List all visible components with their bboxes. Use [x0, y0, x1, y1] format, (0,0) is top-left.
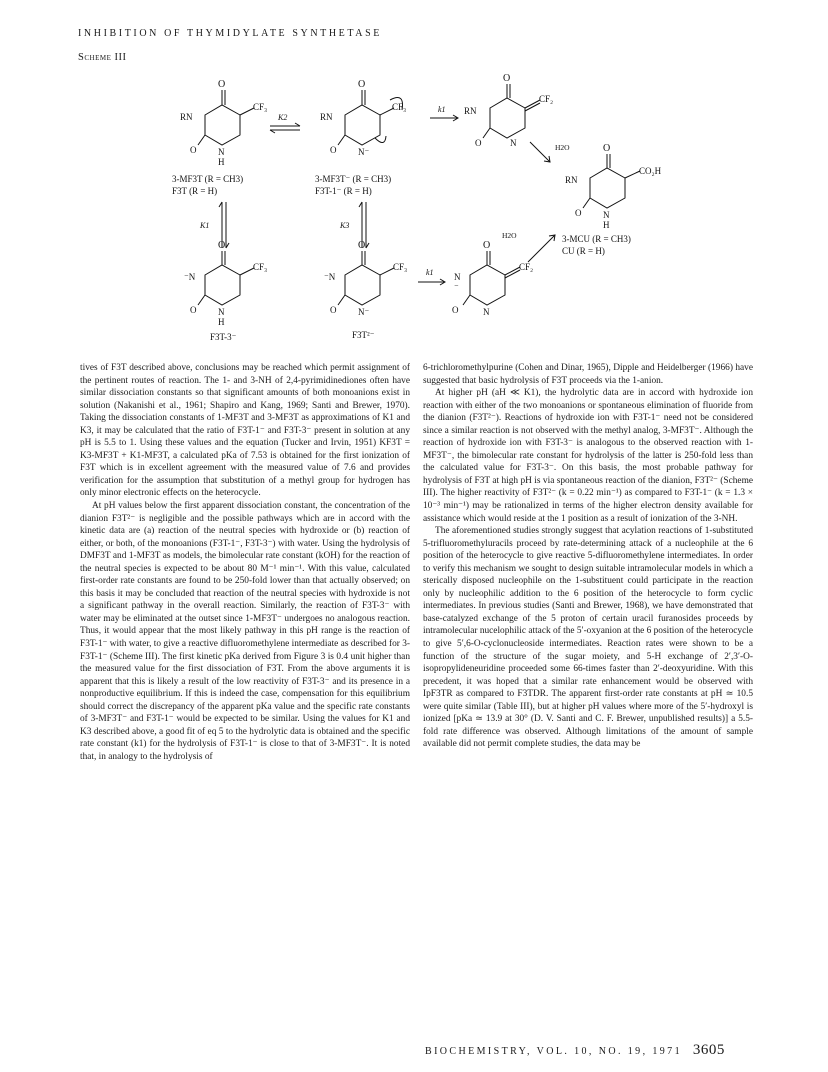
svg-text:O: O — [475, 138, 482, 148]
svg-text:H: H — [603, 220, 610, 230]
struct2-label-2: F3T-1⁻ (R = H) — [315, 186, 372, 196]
structure-3mf3t-anion — [315, 79, 406, 196]
structure-product — [562, 143, 662, 256]
svg-text:N: N — [603, 210, 610, 220]
svg-text:N: N — [483, 307, 490, 317]
svg-text:H: H — [218, 317, 225, 327]
page-footer — [425, 1042, 725, 1059]
svg-text:O: O — [190, 145, 197, 155]
svg-text:O: O — [330, 145, 337, 155]
svg-text:CF₂: CF₂ — [519, 262, 534, 272]
svg-text:O: O — [503, 73, 511, 84]
k1-arrow-label: k1 — [438, 105, 446, 114]
structure-f3t-dianion — [324, 240, 407, 340]
k2-label: K2 — [278, 113, 288, 122]
struct2-label-1: 3-MF3T⁻ (R = CH3) — [315, 174, 392, 184]
svg-text:CF₃: CF₃ — [392, 102, 407, 112]
svg-text:O: O — [575, 208, 582, 218]
right-column — [423, 362, 753, 751]
svg-text:O: O — [218, 240, 226, 251]
structure-f3t-3 — [184, 240, 267, 342]
svg-text:CF₃: CF₃ — [253, 102, 268, 112]
svg-text:N⁻: N⁻ — [358, 307, 370, 317]
struct1-label-1: 3-MF3T (R = CH3) — [172, 174, 244, 184]
right-paragraph-2: At higher pH (aH ≪ K1), the hydrolytic data are in accord with hydroxide ion reaction with either of the two monoanions or spontaneous elimination of fluoride from the dianion (F3T²⁻). Reactions of hydroxide ion with F3T-1⁻ need not be considered since a similar reaction is not observed with the methyl analog, 3-MF3T⁻. Although the reaction of hydroxide ion with F3T-3⁻ is analogous to the observed reaction with 1-MF3T⁻, the bimolecular rate constant for hydrolysis of the latter is 250-fold less than the calculated value for F3T-3⁻. On this basis, the most probable pathway for hydrolysis of F3T at high pH is via spontaneous reaction of the dianion, F3T²⁻ (Scheme III). The higher reactivity of F3T²⁻ (k = 0.22 min⁻¹) as compared to F3T-1⁻ (k = 1.3 × 10⁻³ min⁻¹) may be rationalized in terms of the higher electron density available for assistance which would reside at the 1 position as a result of ionization of the 3-NH. — [423, 388, 753, 524]
svg-text:O: O — [603, 143, 611, 154]
right-paragraph-3: The aforementioned studies strongly suggest that acylation reactions of 1-substituted 5-trifluoromethyluracils proceed by rate-determining attack of a nucleophile at the 6 position of the heterocycle to give reactive 5-difluoromethylene intermediates. In order to verify this mechanism we sought to design suitable intramolecular models in which a sterically disposed nucleophile on the 1-substituent could participate in the reaction only by nucleophilic addition to the 6 position of the heterocycle to form cyclic intermediates. In previous studies (Santi and Brewer, 1968), we have demonstrated that base-catalyzed exchange of the 5 proton of certain uracil furanosides proceeds by intramolecular nucelophilic attack of the 5′-oxyanion at the 6 position of the heterocycle to give 5′,6-O-cyclonucleoside intermediates. Reaction rates were shown to be a function of the structure of the sugar moiety, and 5-H exchange of 2′,3′-O-isopropylideneuridine proceeded some 66-times faster than 2′-deoxyuridine. With this precedent, it was hoped that a similar rate enhancement would be observed with IpF3TR as compared to F3TDR. The apparent first-order rate constants at pH ≃ 10.5 were quite similar (Table III), but at higher pH values where more of the 5′-hydroxyl is ionized [pKa ≃ 13.9 at 30° (D. V. Santi and C. F. Brewer, unpublished results)] a 5.5-fold rate difference was observed. Although limitations of the amount of sample available did not permit complete studies, the data may be — [423, 526, 753, 750]
svg-text:CO₂H: CO₂H — [639, 166, 662, 176]
svg-text:CF₃: CF₃ — [393, 262, 408, 272]
svg-text:N: N — [510, 138, 517, 148]
svg-text:RN: RN — [464, 106, 477, 116]
svg-text:O: O — [358, 240, 366, 251]
svg-text:O: O — [190, 305, 197, 315]
svg-text:⁻N: ⁻N — [184, 272, 196, 282]
left-column — [80, 362, 410, 764]
product-label-1: 3-MCU (R = CH3) — [562, 234, 631, 244]
reaction-scheme — [150, 70, 710, 360]
svg-text:H: H — [218, 157, 225, 167]
left-paragraph-1: tives of F3T described above, conclusions may be reached which permit assignment of the pertinent routes of reaction. The 1- and 3-NH of 2,4-pyrimidinediones often have similar dissociation constants so that significant amounts of both monoanions exist in solution (Nakanishi et al., 1961; Shapiro and Kang, 1969; Santi and Brewer, 1970). Taking the dissociation constants of 1-MF3T and 3-MF3T as approximations of K1 and K3, it may be calculated that the ratio of F3T-1⁻ and F3T-3⁻ present in solution at any pH is 5.5 to 1. Using these values and the equation (Tucker and Irvin, 1951) KF3T = K3-MF3T + K1-MF3T, a calculated pKa of 7.53 is obtained for the first ionization of F3T which is in excellent agreement with the measured value of 7.6 and provides verification for the assumption that substitution of a methyl group for hydrogen has only minor electronic effects on the heterocycle. — [80, 363, 410, 499]
svg-text:O: O — [483, 240, 491, 251]
bottom-mid-label: F3T²⁻ — [352, 330, 375, 340]
h2o-arrow-bottom — [502, 231, 555, 262]
structure-3mf3t — [172, 79, 267, 196]
k1-bottom-label: k1 — [426, 268, 434, 277]
svg-text:CF₃: CF₃ — [253, 262, 268, 272]
structure-bottom-intermediate — [452, 240, 533, 317]
svg-text:O: O — [452, 305, 459, 315]
svg-text:RN: RN — [565, 175, 578, 185]
k1-arrow-bottom — [418, 268, 445, 285]
h2o-bottom-label: H2O — [502, 231, 517, 240]
svg-text:O: O — [218, 79, 226, 90]
right-paragraph-1: 6-trichloromethylpurine (Cohen and Dinar, 1965), Dipple and Heidelberger (1966) have suggested that basic hydrolysis of F3T proceeds via the 1-anion. — [423, 363, 753, 386]
svg-text:N: N — [218, 307, 225, 317]
k3-label: K3 — [340, 221, 350, 230]
running-title: INHIBITION OF THYMIDYLATE SYNTHETASE — [78, 28, 382, 39]
bottom-left-label: F3T-3⁻ — [210, 332, 237, 342]
svg-text:RN: RN — [320, 112, 333, 122]
h2o-arrow-top — [530, 142, 570, 162]
svg-text:⁻N: ⁻N — [324, 272, 336, 282]
struct1-label-2: F3T (R = H) — [172, 186, 218, 196]
page-number: 3605 — [692, 1042, 725, 1058]
product-label-2: CU (R = H) — [562, 246, 605, 256]
scheme-label: Scheme III — [78, 52, 127, 63]
k1-left-label: K1 — [200, 221, 210, 230]
left-paragraph-2: At pH values below the first apparent dissociation constant, the concentration of the dianion F3T²⁻ is negligible and the possible pathways which are in accord with the kinetic data are (a) reaction of the neutral species with hydroxide or (b) reaction of either, or both, of the monoanions (F3T-1⁻, F3T-3⁻) with water. Using the hydrolysis of DMF3T and 1-MF3T as models, the bimolecular rate constant (kOH) for the reaction of the neutral species is expected to be about 80 M⁻¹ min⁻¹. With this value, calculated first-order rate constants are found to be 250-fold lower than that actually observed; on this basis it may be concluded that reaction of the neutral species with hydroxide is not a significant pathway in the overall reaction. Similarly, the reaction of F3T-3⁻ with water may be eliminated at the outset since 1-MF3T⁻ undergoes no analogous reaction. Thus, it would appear that the most likely pathway in this pH range is the reaction of F3T-1⁻ with water, to give a reactive difluoromethylene intermediate as described for 3-F3T-1⁻ (Scheme III). The first kinetic pKa derived from Figure 3 is 0.4 unit higher than the measured value for the first dissociation of F3T. From the above arguments it is apparent that this is likely a result of the low reactivity of F3T-3⁻ and its presence in a nonproductive equilibrium. If this is indeed the case, compensation for this equilibrium should correct the discrepancy of the apparent pKa value and the specific rate constants of 3-MF3T⁻ and F3T-1⁻ would be expected to be similar. Using the values for K1 and K3 described above, a good fit of eq 5 to the hydrolytic data is obtained and the specific rate constant (k1) for the hydrolysis of F3T-1⁻ is close to that of 3-MF3T⁻. It is noted that, in analogy to the hydrolysis of — [80, 501, 410, 762]
svg-text:⁻: ⁻ — [454, 282, 459, 292]
svg-text:N: N — [218, 147, 225, 157]
svg-text:RN: RN — [180, 112, 193, 122]
svg-text:CF₂: CF₂ — [539, 94, 554, 104]
k2-equilibrium-arrow — [270, 113, 300, 133]
svg-text:O: O — [330, 305, 337, 315]
svg-text:N⁻: N⁻ — [358, 147, 370, 157]
svg-text:O: O — [358, 79, 366, 90]
svg-text:N: N — [454, 272, 461, 282]
journal-citation: BIOCHEMISTRY, VOL. 10, NO. 19, 1971 — [425, 1046, 682, 1057]
k1-arrow-top — [430, 105, 458, 121]
structure-difluoromethylene — [464, 73, 553, 148]
h2o-top-label: H2O — [555, 143, 570, 152]
